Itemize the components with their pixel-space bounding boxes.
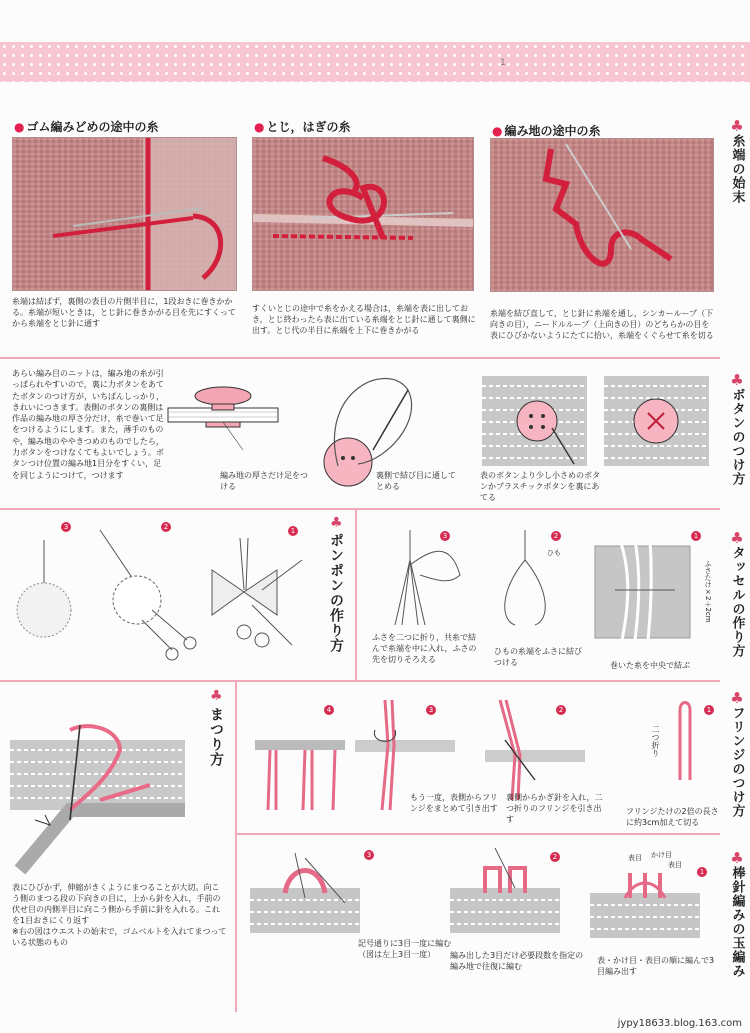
section-title-pompom: ポンポンの作り方 xyxy=(328,533,344,653)
page-number: 1 xyxy=(500,58,506,68)
sidebar-label: 棒針編みの玉編み xyxy=(729,866,745,978)
step-number: 1 xyxy=(288,526,298,536)
button-diagram-front xyxy=(604,376,709,466)
caption-tassel-1: 巻いた糸を中央で結ぶ xyxy=(610,661,690,670)
step-number: 4 xyxy=(324,705,334,715)
caption-bobble-1: 表・かけ目・表目の順に編んで3目編み出す xyxy=(597,956,715,976)
section-title-seam: ● とじ，はぎの糸 xyxy=(254,120,351,134)
divider xyxy=(235,682,237,1012)
step-number: 3 xyxy=(440,531,450,541)
caption-seam: すくいとじの途中で糸をかえる場合は，糸端を表に出しておき，とじ終わったら表に出ている糸端をとじ針に通して裏側に出す。とじ代の半目に糸端を上下に巻きかがる xyxy=(252,304,476,335)
club-icon: ♣ xyxy=(730,117,744,135)
label-kake: かけ目 xyxy=(651,851,672,859)
bobble-diagram xyxy=(245,848,720,948)
matsuri-description: 表にひびかず，伸縮がきくようにまつることが大切。向こう側のまつる段の下向きの目に，上から針を入れ，手前の伏せ目の内側半目に向こう側から手前に針を入れる。これを1目おきにくり返す ※右の図はウエストの始末で，ゴムベルトを入れてまつっている状態のもの xyxy=(12,883,227,947)
caption-fringe-1: フリンジたけの2倍の長さに約3cm加えて切る xyxy=(626,807,719,827)
caption-thickness: 編み地の厚さだけ足をつける xyxy=(220,471,308,491)
photo-seam xyxy=(252,137,474,291)
caption-tassel-3: ふさを二つに折り，共糸で結んで糸端を中に入れ，ふさの先を切りそろえる xyxy=(372,633,477,664)
step-number: 1 xyxy=(691,531,701,541)
photo-rib-bindoff xyxy=(12,137,237,291)
step-number: 3 xyxy=(364,850,374,860)
label-width: ふさたけ×2＋2cm xyxy=(704,560,712,623)
club-icon: ♣ xyxy=(730,529,744,547)
photo-overlay xyxy=(491,139,713,291)
photo-fabric xyxy=(490,138,714,292)
header-band xyxy=(0,42,750,82)
step-number: 2 xyxy=(161,522,171,532)
caption-back-button: 表のボタンより少し小さめのボタンかプラスチックボタンを裏にあてる xyxy=(480,471,600,502)
step-number: 1 xyxy=(704,705,714,715)
club-icon: ♣ xyxy=(730,849,744,867)
step-number: 2 xyxy=(551,531,561,541)
caption-fringe-2: 裏側からかぎ針を入れ，二つ折りのフリンジを引き出す xyxy=(506,793,603,824)
club-icon: ♣ xyxy=(730,371,744,389)
sidebar-item-yarn-end xyxy=(726,118,748,204)
step-number: 3 xyxy=(61,522,71,532)
divider xyxy=(0,357,720,359)
button-diagram-back xyxy=(482,376,587,466)
section-title-matsuri: まつり方 xyxy=(208,707,224,767)
section-title-fabric: ● 編み地の途中の糸 xyxy=(492,124,601,138)
caption-tassel-2: ひもの糸端をふさに結びつける xyxy=(494,647,582,667)
button-description: あらい編み目のニットは，編み地の糸が引っぱられやすいので，裏に力ボタンをあてたボタンのつけ方が，いちばんしっかり，きれいにつきます。表側のボタンの裏側は作品の編み地の厚さ分だけ，糸で巻いて足をつけるようにします。また，薄手のものや，編み地のややきつめのものでしたら，力ボタンをつけなくてもよいでしょう。ボタンつけ位置の編み地1目分をすくい，足を同じようにつけて，つけます xyxy=(12,369,164,480)
sidebar-label: フリンジのつけ方 xyxy=(729,706,745,818)
label-fold: 二つ折り xyxy=(651,725,660,757)
divider xyxy=(235,833,720,835)
caption-knot: 裏側で結び目に通してとめる xyxy=(376,471,456,491)
label-omote2: 表目 xyxy=(668,861,682,869)
label-himo: ひも xyxy=(547,549,561,557)
caption-bobble-3: 記号通りに3目一度に編む（図は左上3目一度） xyxy=(358,939,452,959)
label-omote: 表目 xyxy=(628,854,642,862)
step-number: 2 xyxy=(550,852,560,862)
caption-fabric: 糸端を結び直して，とじ針に糸端を通し，シンカーループ（下向きの目），ニードルループ（上向きの目）のどちらかの目を表にひびかないようにたてに拾い，糸端をくぐらせて糸を切る xyxy=(490,309,714,340)
club-icon: ♣ xyxy=(330,515,343,531)
sidebar-label: ボタンのつけ方 xyxy=(729,388,745,486)
sidebar-label: タッセルの作り方 xyxy=(729,546,745,658)
step-number: 3 xyxy=(426,705,436,715)
sidebar-item-button xyxy=(726,372,748,486)
photo-overlay xyxy=(13,138,236,290)
sidebar-item-fringe xyxy=(726,690,748,818)
club-icon: ♣ xyxy=(730,689,744,707)
section-title-rib-bindoff: ● ゴム編みどめの途中の糸 xyxy=(14,120,159,134)
sidebar-item-tassel xyxy=(726,530,748,658)
sidebar-label: 糸端の始末 xyxy=(729,134,745,204)
step-number: 2 xyxy=(556,705,566,715)
pompom-diagram xyxy=(12,530,322,670)
watermark: jypy18633.blog.163.com xyxy=(617,1018,742,1029)
divider xyxy=(0,680,720,682)
sidebar-item-bobble xyxy=(726,850,748,978)
step-number: 1 xyxy=(697,867,707,877)
club-icon: ♣ xyxy=(210,688,223,704)
caption-bobble-2: 編み出した3目だけ必要段数を指定の編み地で往復に編む xyxy=(450,951,584,971)
matsuri-diagram xyxy=(10,720,185,870)
photo-overlay xyxy=(253,138,473,290)
caption-fringe-3: もう一度，表側からフリンジをまとめて引き出す xyxy=(410,793,498,813)
divider xyxy=(355,510,357,680)
caption-rib-bindoff: 糸端は結ばず，裏側の表目の片側半目に，1段おきに巻きかかる。糸端が短いときは，とじ針に巻きかがる目を先にすくってから糸端をとじ針に通す xyxy=(12,297,236,328)
divider xyxy=(0,508,720,510)
